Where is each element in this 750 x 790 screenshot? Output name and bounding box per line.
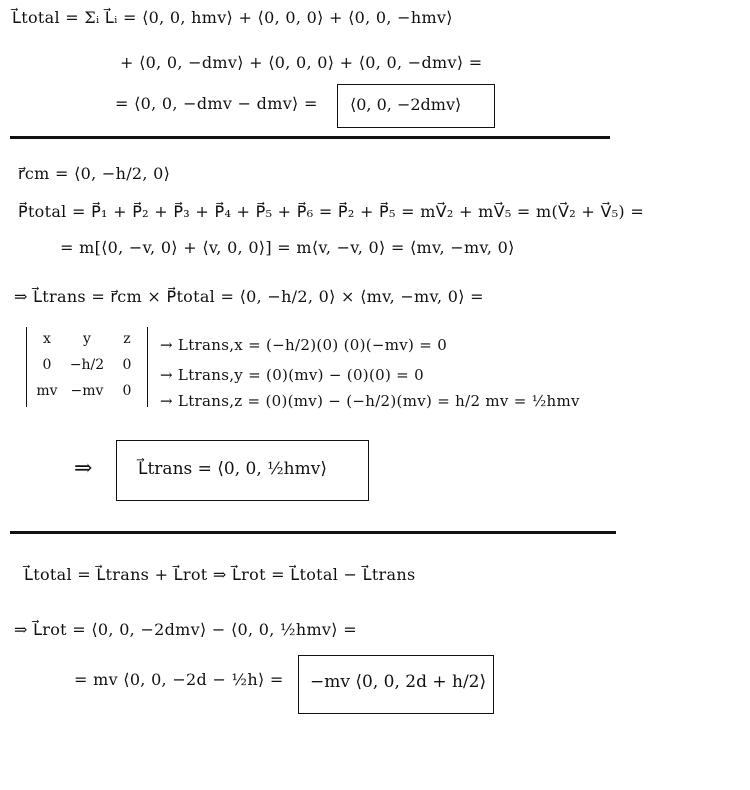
matrix-cell: mv [36,383,58,399]
matrix-row-3 [27,383,147,399]
eq-l-rot-factored: = mv ⟨0, 0, −2d − ½h⟩ = [74,670,284,689]
implies-arrow: ⇒ [74,456,93,481]
eq-l-trans-y: → Ltrans,y = (0)(mv) − (0)(0) = 0 [160,366,424,384]
eq-l-total-continued: + ⟨0, 0, −dmv⟩ + ⟨0, 0, 0⟩ + ⟨0, 0, −dmv⟩ = [120,53,483,72]
matrix-row-1 [27,331,147,347]
eq-l-rot-subtract: ⇒ L⃗rot = ⟨0, 0, −2dmv⟩ − ⟨0, 0, ½hmv⟩ = [14,620,357,639]
matrix-cell: x [43,331,51,347]
cross-product-matrix [26,327,148,407]
matrix-row-2 [27,357,147,373]
eq-p-total: P⃗total = P⃗₁ + P⃗₂ + P⃗₃ + P⃗₄ + P⃗₅ + P⃗₆ = P⃗₂ + P⃗₅ = mV⃗₂ + mV⃗₅ = m(V⃗₂ + V⃗₅) = [18,202,645,221]
divider-1 [10,136,610,139]
result-l-trans: L⃗trans = ⟨0, 0, ½hmv⟩ [138,459,327,479]
matrix-cell: 0 [42,357,52,373]
matrix-cell: 0 [122,383,132,399]
matrix-cell: 0 [122,357,132,373]
eq-l-total-sum: L⃗total = Σᵢ L⃗ᵢ = ⟨0, 0, hmv⟩ + ⟨0, 0, 0⟩ + ⟨0, 0, −hmv⟩ [12,8,453,27]
eq-l-total-simplified: = ⟨0, 0, −dmv − dmv⟩ = [115,94,318,113]
eq-p-total-result: = m[⟨0, −v, 0⟩ + ⟨v, 0, 0⟩] = m⟨v, −v, 0⟩ = ⟨mv, −mv, 0⟩ [60,238,515,257]
matrix-cell: −h/2 [69,357,105,373]
matrix-cell: −mv [70,383,104,399]
divider-2 [10,531,616,534]
eq-l-trans-cross: ⇒ L⃗trans = r⃗cm × P⃗total = ⟨0, −h/2, 0⟩ × ⟨mv, −mv, 0⟩ = [14,287,484,306]
eq-l-trans-x: → Ltrans,x = (−h/2)(0) (0)(−mv) = 0 [160,336,448,354]
result-l-total: ⟨0, 0, −2dmv⟩ [350,95,462,114]
matrix-cell: z [123,331,131,347]
result-l-rot: −mv ⟨0, 0, 2d + h/2⟩ [310,672,487,692]
matrix-cell: y [83,331,91,347]
eq-l-trans-z: → Ltrans,z = (0)(mv) − (−h/2)(mv) = h/2 mv = ½hmv [160,392,580,410]
eq-l-decomposition: L⃗total = L⃗trans + L⃗rot ⇒ L⃗rot = L⃗total − L⃗trans [24,565,416,584]
eq-r-cm: r⃗cm = ⟨0, −h/2, 0⟩ [18,164,171,183]
